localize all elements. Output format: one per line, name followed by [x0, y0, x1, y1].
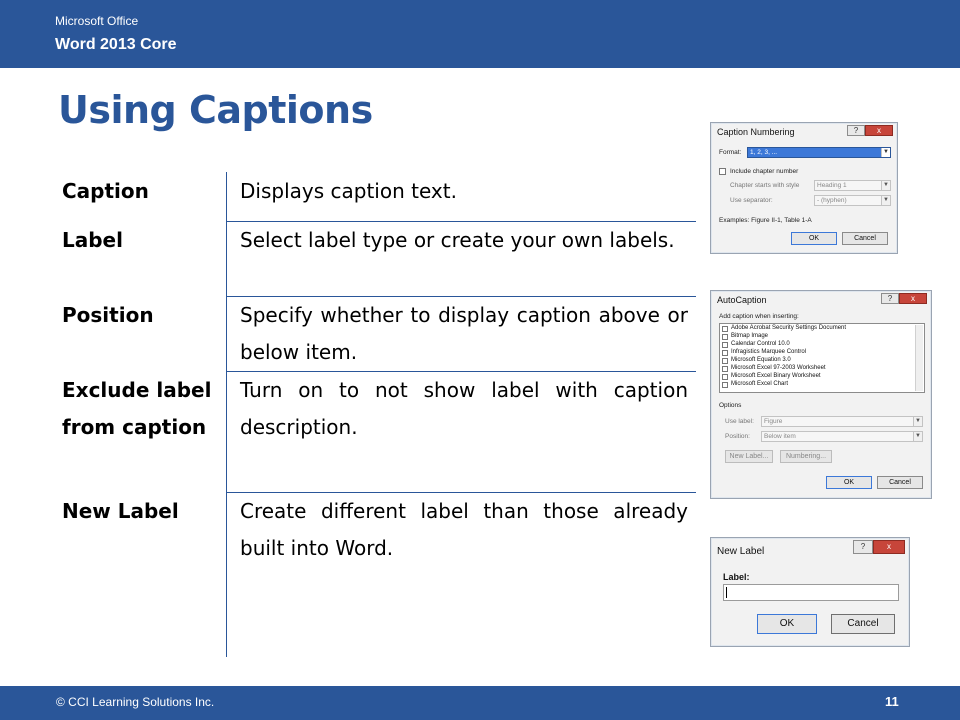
- page-number: 11: [885, 694, 899, 709]
- position-value: Below item: [764, 433, 796, 440]
- cancel-button[interactable]: Cancel: [842, 232, 888, 245]
- position-select[interactable]: [761, 431, 923, 442]
- term-new-label: New Label: [62, 499, 179, 523]
- chevron-down-icon: ▼: [881, 148, 890, 157]
- header-band: [0, 0, 960, 68]
- cancel-button[interactable]: Cancel: [831, 614, 895, 634]
- chapter-style-value: Heading 1: [817, 182, 847, 189]
- checkbox[interactable]: [722, 374, 728, 380]
- desc-caption: Displays caption text.: [240, 179, 457, 203]
- checkbox[interactable]: [722, 342, 728, 348]
- checkbox[interactable]: [722, 350, 728, 356]
- page-title: Using Captions: [58, 88, 373, 132]
- separator-value: - (hyphen): [817, 197, 847, 204]
- autocaption-dialog: [710, 290, 932, 499]
- dialog-title-buttons: [881, 293, 927, 304]
- separator-label: Use separator:: [730, 197, 773, 204]
- new-label-button[interactable]: New Label...: [725, 450, 773, 463]
- examples-text: Examples: Figure II-1, Table 1-A: [719, 217, 812, 224]
- desc-new-label: Create different label than those already built into Word.: [240, 499, 688, 560]
- help-button[interactable]: ?: [853, 540, 873, 554]
- position-label: Position:: [725, 433, 750, 440]
- close-button[interactable]: x: [873, 540, 905, 554]
- checkbox[interactable]: [722, 358, 728, 364]
- checkbox[interactable]: [722, 366, 728, 372]
- ok-button[interactable]: OK: [826, 476, 872, 489]
- table-column-divider: [226, 172, 227, 657]
- numbering-button[interactable]: Numbering...: [780, 450, 832, 463]
- add-caption-label: Add caption when inserting:: [719, 313, 799, 320]
- chevron-down-icon: ▼: [881, 181, 890, 190]
- chevron-down-icon: ▼: [913, 432, 922, 441]
- term-exclude-label: Exclude label from caption: [62, 378, 212, 439]
- close-button[interactable]: x: [899, 293, 927, 304]
- object-type-list[interactable]: Adobe Acrobat Security Settings Document Bitmap Image Calendar Control 10.0 Infragistics Marquee Control Microsoft Equation 3.0 Microsoft Excel 97-2003 Worksheet Microsoft Excel Binary Worksheet Microsoft Excel Chart: [719, 323, 925, 393]
- cancel-button[interactable]: Cancel: [877, 476, 923, 489]
- footer-copyright: © CCI Learning Solutions Inc.: [56, 695, 215, 709]
- desc-exclude-label: Turn on to not show label with caption description.: [240, 378, 688, 439]
- format-select[interactable]: [747, 147, 891, 158]
- help-button[interactable]: ?: [881, 293, 899, 304]
- term-label: Label: [62, 228, 123, 252]
- brand-course: Word 2013 Core: [55, 36, 177, 53]
- term-caption: Caption: [62, 179, 149, 203]
- term-position: Position: [62, 303, 154, 327]
- chapter-style-select[interactable]: [814, 180, 891, 191]
- include-chapter-label: Include chapter number: [730, 168, 799, 175]
- close-button[interactable]: x: [865, 125, 893, 136]
- dialog-title-buttons: [853, 540, 905, 554]
- label-field-label: Label:: [723, 572, 750, 582]
- list-scrollbar[interactable]: [915, 325, 923, 391]
- checkbox[interactable]: [722, 382, 728, 388]
- dialog-title: AutoCaption: [717, 295, 767, 305]
- ok-button[interactable]: OK: [757, 614, 817, 634]
- dialog-title: Caption Numbering: [717, 127, 795, 137]
- format-label: Format:: [719, 149, 742, 156]
- checkbox[interactable]: [722, 334, 728, 340]
- new-label-dialog: [710, 537, 910, 647]
- text-cursor: [726, 587, 727, 598]
- format-value: 1, 2, 3, ...: [750, 149, 778, 156]
- separator-select[interactable]: [814, 195, 891, 206]
- dialog-title-buttons: [847, 125, 893, 136]
- use-label-select[interactable]: [761, 416, 923, 427]
- use-label-value: Figure: [764, 418, 783, 425]
- options-label: Options: [719, 402, 742, 409]
- use-label-label: Use label:: [725, 418, 754, 425]
- caption-numbering-dialog: [710, 122, 898, 254]
- help-button[interactable]: ?: [847, 125, 865, 136]
- checkbox[interactable]: [722, 326, 728, 332]
- include-chapter-checkbox[interactable]: [719, 168, 726, 175]
- footer-band: [0, 686, 960, 720]
- chapter-style-label: Chapter starts with style: [730, 182, 800, 189]
- chevron-down-icon: ▼: [913, 417, 922, 426]
- desc-position: Specify whether to display caption above or below item.: [240, 303, 688, 364]
- ok-button[interactable]: OK: [791, 232, 837, 245]
- chevron-down-icon: ▼: [881, 196, 890, 205]
- dialog-title: New Label: [717, 546, 765, 557]
- brand-product: Microsoft Office: [55, 14, 139, 28]
- label-input[interactable]: [723, 584, 899, 601]
- desc-label: Select label type or create your own labels.: [240, 228, 675, 252]
